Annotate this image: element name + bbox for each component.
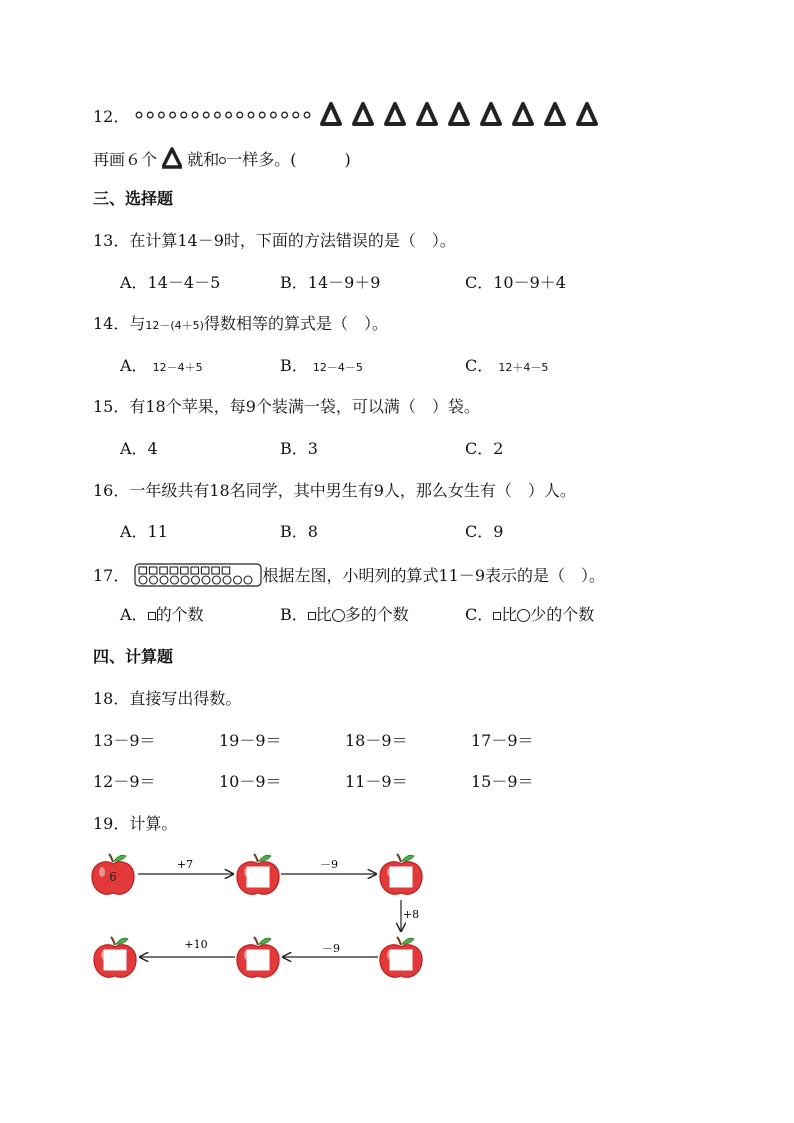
- q17-option-c[interactable]: [465, 604, 594, 626]
- q18-item-1[interactable]: 13－9＝: [93, 731, 156, 750]
- q12-circle: [293, 112, 299, 118]
- q17-option-b-letter: B．: [280, 605, 308, 624]
- q12-circle: [215, 112, 221, 118]
- q12-line2-prefix: 再画６个: [93, 150, 158, 169]
- q14-prefix: 14．与: [93, 314, 146, 333]
- q17-figure: [134, 563, 262, 587]
- q12-circle: [304, 112, 310, 118]
- q17-option-c-text: 少的个数: [530, 605, 595, 624]
- q16-option-b[interactable]: B．8: [280, 522, 318, 541]
- q12-circle: [282, 112, 288, 118]
- apple-blank: [237, 854, 279, 894]
- q17-circle: [234, 576, 242, 584]
- q12-circle: [159, 112, 165, 118]
- answer-box[interactable]: [247, 867, 269, 887]
- q12-triangle: [354, 104, 372, 124]
- q17-question: [93, 563, 605, 587]
- q17-square: [139, 567, 147, 574]
- q17-circle: [181, 576, 189, 584]
- q14-question: [93, 313, 388, 337]
- q12-circle: [203, 112, 209, 118]
- op-label-5: +10: [184, 938, 208, 951]
- circle-icon: [332, 609, 345, 622]
- q14-option-a-formula: 12－4＋5: [152, 361, 203, 374]
- answer-box[interactable]: [104, 950, 126, 970]
- q17-option-b-text: 多的个数: [344, 605, 409, 624]
- q13-question: 13．在计算14－9时，下面的方法错误的是（ ）。: [93, 231, 456, 250]
- q12-circle: [237, 112, 243, 118]
- q14-option-a[interactable]: [120, 355, 203, 379]
- q17-circles: [139, 576, 252, 584]
- q17-circle: [192, 576, 200, 584]
- q17-text: 根据左图，小明列的算式11－9表示的是（ ）。: [262, 566, 606, 585]
- section-3-title: 三、选择题: [93, 189, 174, 208]
- q14-formula: 12－(4＋5): [145, 319, 204, 332]
- q12-circle: [170, 112, 176, 118]
- q17-option-b[interactable]: [280, 604, 409, 626]
- q12-circle: [181, 112, 187, 118]
- q17-option-b-mid: 比: [315, 605, 332, 624]
- answer-box[interactable]: [247, 950, 269, 970]
- q12-answer-blank: 一样多。( ): [226, 150, 351, 169]
- q12-circle: [259, 112, 265, 118]
- q17-circle: [139, 576, 147, 584]
- q16-question: 16．一年级共有18名同学，其中男生有9人，那么女生有（ ）人。: [93, 481, 576, 500]
- square-icon: [308, 612, 316, 620]
- q17-option-a-letter: A．: [120, 605, 148, 624]
- q14-suffix: 得数相等的算式是（ ）。: [203, 314, 388, 333]
- q18-item-5[interactable]: 12－9＝: [93, 772, 156, 791]
- q12-triangle: [514, 104, 532, 124]
- apple-start-value: 6: [109, 870, 117, 884]
- apple-blank: [380, 854, 422, 894]
- q18-item-3[interactable]: 18－9＝: [345, 731, 408, 750]
- q13-option-b[interactable]: B．14－9＋9: [280, 273, 381, 292]
- q12-circle: [226, 112, 232, 118]
- q13-option-a[interactable]: A．14－4－5: [120, 273, 221, 292]
- q18-item-8[interactable]: 15－9＝: [471, 772, 534, 791]
- q17-option-a[interactable]: [120, 604, 204, 626]
- answer-box[interactable]: [390, 867, 412, 887]
- q18-item-7[interactable]: 11－9＝: [345, 772, 408, 791]
- q14-option-b-formula: 12－4－5: [312, 361, 363, 374]
- q17-square: [171, 567, 179, 574]
- q17-option-a-text: 的个数: [155, 605, 204, 624]
- q12-circle: [147, 112, 153, 118]
- q18-item-2[interactable]: 19－9＝: [219, 731, 282, 750]
- q15-option-c[interactable]: C．2: [465, 439, 504, 458]
- q14-option-c-formula: 12＋4－5: [498, 361, 549, 374]
- apple-blank: [237, 937, 279, 977]
- q12-number: 12．: [93, 107, 130, 126]
- q12-triangles: [322, 104, 596, 124]
- q14-option-c[interactable]: [465, 355, 548, 379]
- q14-option-b[interactable]: [280, 355, 363, 379]
- q12-triangle: [322, 104, 340, 124]
- q12-circle: [192, 112, 198, 118]
- q14-option-a-letter: A．: [120, 356, 148, 375]
- q17-circle: [244, 576, 252, 584]
- q12-circle: [248, 112, 254, 118]
- q12-line2-mid: 就和: [187, 150, 220, 169]
- op-label-4: －9: [322, 942, 340, 955]
- circle-icon: [517, 609, 530, 622]
- q12-circles: [136, 112, 310, 118]
- q17-circle: [223, 576, 231, 584]
- q12-figure: [135, 100, 605, 130]
- answer-box[interactable]: [390, 950, 412, 970]
- q12-line2: [93, 147, 351, 171]
- q15-option-a[interactable]: A．4: [120, 439, 158, 458]
- q14-option-b-letter: B．: [280, 356, 308, 375]
- q12-triangle: [546, 104, 564, 124]
- q17-circle: [171, 576, 179, 584]
- q17-option-c-letter: C．: [465, 605, 494, 624]
- q14-option-c-letter: C．: [465, 356, 494, 375]
- q17-square: [212, 567, 220, 574]
- q17-square: [181, 567, 189, 574]
- op-label-3: +8: [402, 908, 420, 921]
- q13-option-c[interactable]: C．10－9＋4: [465, 273, 566, 292]
- q17-square: [191, 567, 199, 574]
- q17-number: 17．: [93, 566, 130, 585]
- q17-square: [223, 567, 231, 574]
- q18-question: 18．直接写出得数。: [93, 689, 242, 708]
- q12-triangle: [482, 104, 500, 124]
- square-icon: [148, 612, 156, 620]
- q12-triangle: [578, 104, 596, 124]
- q12-line1: [93, 106, 129, 128]
- q19-apple-chain: [88, 848, 433, 983]
- triangle-icon: [162, 147, 182, 169]
- apple-start: [92, 854, 134, 894]
- q15-option-b[interactable]: B．3: [280, 439, 318, 458]
- q12-circle: [136, 112, 142, 118]
- apple-blank: [94, 937, 136, 977]
- q12-triangle: [450, 104, 468, 124]
- q16-option-a[interactable]: A．11: [120, 522, 168, 541]
- q12-circle: [271, 112, 277, 118]
- q17-square: [160, 567, 168, 574]
- q17-square: [150, 567, 158, 574]
- q17-squares: [139, 567, 230, 574]
- q17-circle: [150, 576, 158, 584]
- section-4-title: 四、计算题: [93, 647, 174, 666]
- q16-option-c[interactable]: C．9: [465, 522, 504, 541]
- apple-blank: [380, 937, 422, 977]
- q17-circle: [213, 576, 221, 584]
- op-label-2: －9: [320, 858, 338, 871]
- q18-item-4[interactable]: 17－9＝: [471, 731, 534, 750]
- q15-question: 15．有18个苹果，每9个装满一袋，可以满（ ）袋。: [93, 397, 480, 416]
- q17-option-c-mid: 比: [501, 605, 518, 624]
- q17-square: [202, 567, 210, 574]
- q12-triangle: [418, 104, 436, 124]
- op-label-1: +7: [176, 858, 194, 871]
- q17-circle: [202, 576, 210, 584]
- q17-circle: [160, 576, 168, 584]
- q18-item-6[interactable]: 10－9＝: [219, 772, 282, 791]
- q12-triangle: [386, 104, 404, 124]
- q19-question: 19．计算。: [93, 814, 178, 833]
